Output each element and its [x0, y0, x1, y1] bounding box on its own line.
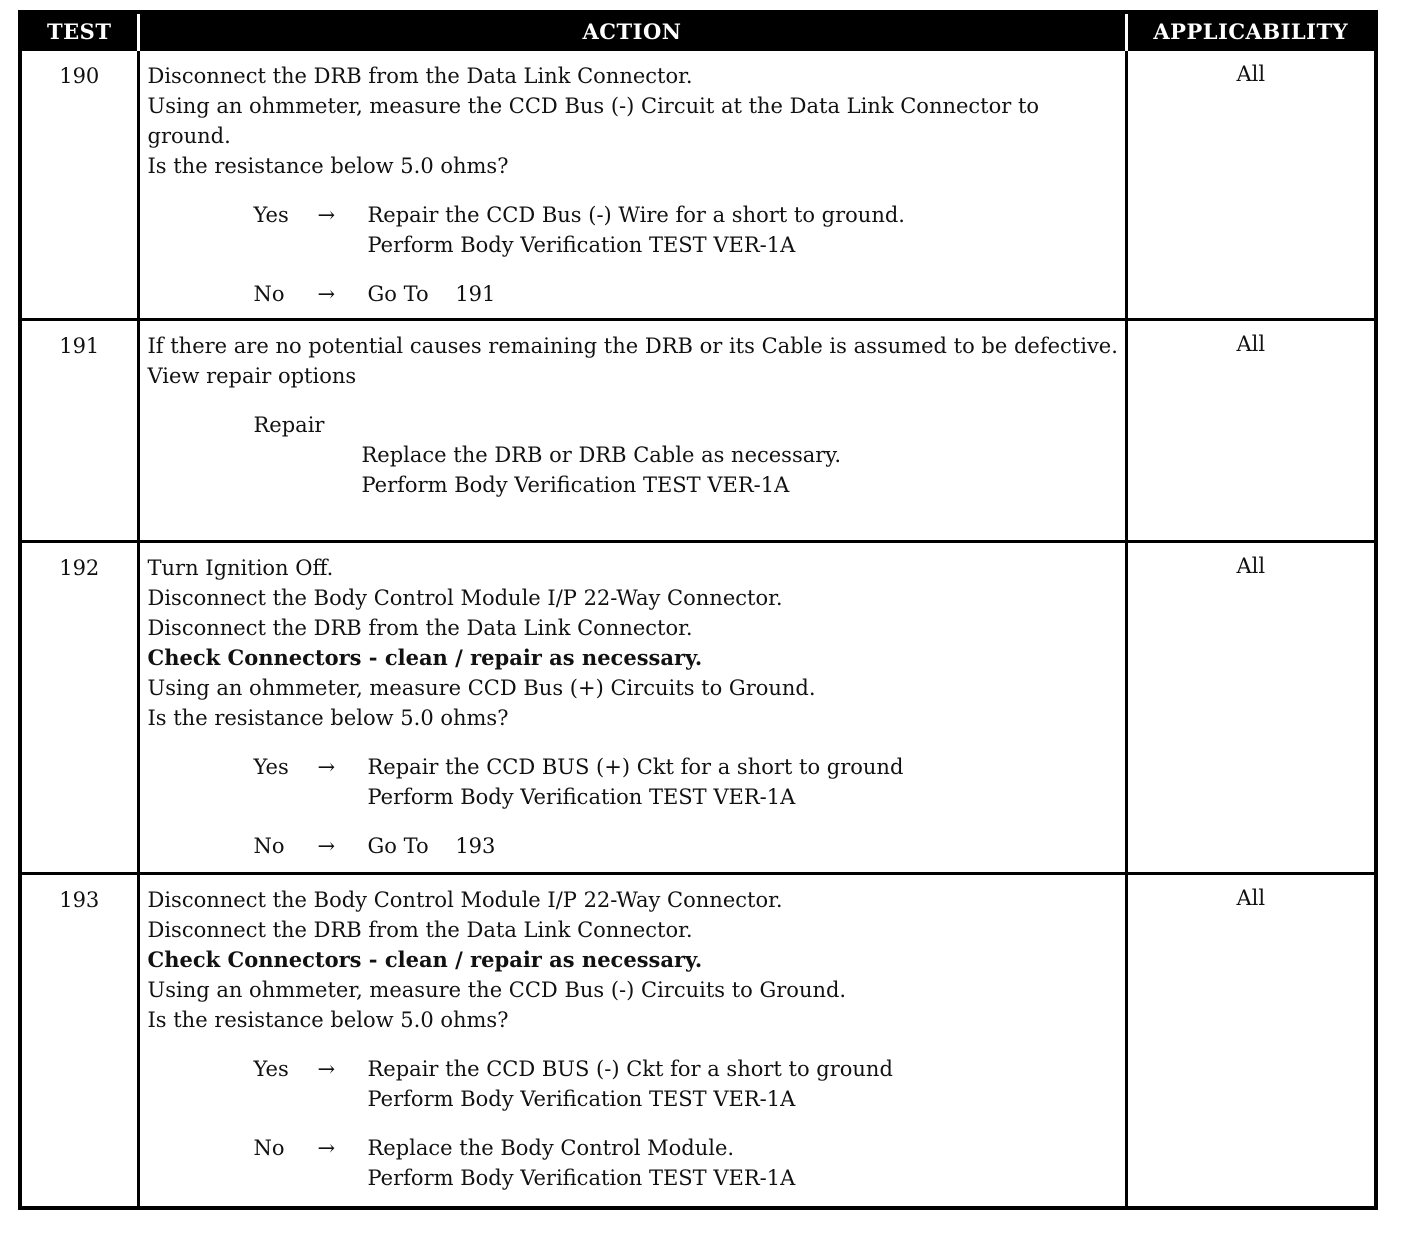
no-label: No: [253, 1136, 285, 1160]
table-row: [20, 542, 1376, 874]
action-line: Using an ohmmeter, measure the CCD Bus (-) Circuits to Ground.: [147, 978, 847, 1002]
repair-label: Repair: [253, 413, 325, 437]
right-arrow-icon: →: [317, 203, 336, 227]
action-line: If there are no potential causes remaining the DRB or its Cable is assumed to be defective.: [147, 334, 1118, 358]
yes-instruction: Repair the CCD Bus (-) Wire for a short to ground.: [367, 203, 905, 227]
applicability-value: All: [1126, 542, 1376, 874]
action-line: Disconnect the DRB from the Data Link Connector.: [147, 616, 693, 640]
yes-instruction: Perform Body Verification TEST VER-1A: [367, 785, 796, 809]
no-label: No: [253, 834, 285, 858]
no-instruction: Replace the Body Control Module.: [367, 1136, 735, 1160]
action-cell: [138, 542, 1126, 874]
action-line: Disconnect the DRB from the Data Link Connector.: [147, 918, 693, 942]
action-cell: [138, 874, 1126, 1208]
yes-branch: [148, 200, 1121, 260]
yes-instruction: Perform Body Verification TEST VER-1A: [367, 1087, 796, 1111]
yes-label: Yes: [253, 203, 289, 227]
test-number: 192: [20, 542, 138, 874]
action-line: Using an ohmmeter, measure the CCD Bus (-) Circuit at the Data Link Connector to ground.: [147, 94, 1040, 148]
no-label: No: [253, 282, 285, 306]
yes-instruction: Repair the CCD BUS (+) Ckt for a short to ground: [367, 755, 904, 779]
no-instruction: Go To 191: [367, 282, 496, 306]
applicability-value: All: [1126, 874, 1376, 1208]
yes-label: Yes: [253, 755, 289, 779]
right-arrow-icon: →: [317, 834, 336, 858]
action-cell: [138, 50, 1126, 320]
action-line-emphasis: Check Connectors - clean / repair as necessary.: [147, 947, 703, 972]
action-line-emphasis: Check Connectors - clean / repair as necessary.: [147, 645, 703, 670]
no-branch: [148, 1133, 1121, 1193]
action-line: View repair options: [147, 364, 357, 388]
action-line: Disconnect the DRB from the Data Link Connector.: [147, 64, 693, 88]
action-line: Using an ohmmeter, measure CCD Bus (+) Circuits to Ground.: [147, 676, 816, 700]
header-action: ACTION: [138, 12, 1126, 50]
right-arrow-icon: →: [317, 282, 336, 306]
yes-branch: [148, 1054, 1121, 1114]
repair-instruction: Replace the DRB or DRB Cable as necessary.: [361, 443, 842, 467]
header-applicability: APPLICABILITY: [1126, 12, 1376, 50]
table-row: [20, 50, 1376, 320]
action-line: Is the resistance below 5.0 ohms?: [147, 1008, 509, 1032]
action-line: Disconnect the Body Control Module I/P 22-Way Connector.: [147, 888, 783, 912]
no-instruction: Go To 193: [367, 834, 496, 858]
action-line: Turn Ignition Off.: [147, 556, 334, 580]
test-number: 193: [20, 874, 138, 1208]
no-instruction: Perform Body Verification TEST VER-1A: [367, 1166, 796, 1190]
table-header-row: [20, 12, 1376, 50]
action-line: Is the resistance below 5.0 ohms?: [147, 154, 509, 178]
table-row: [20, 320, 1376, 542]
applicability-value: All: [1126, 320, 1376, 542]
yes-label: Yes: [253, 1057, 289, 1081]
yes-branch: [148, 752, 1121, 812]
yes-instruction: Perform Body Verification TEST VER-1A: [367, 233, 796, 257]
test-number: 191: [20, 320, 138, 542]
action-line: Disconnect the Body Control Module I/P 22-Way Connector.: [147, 586, 783, 610]
applicability-value: All: [1126, 50, 1376, 320]
repair-options: [148, 410, 1121, 500]
no-branch: [148, 279, 1121, 309]
right-arrow-icon: →: [317, 1057, 336, 1081]
right-arrow-icon: →: [317, 755, 336, 779]
table-row: [20, 874, 1376, 1208]
no-branch: [148, 831, 1121, 861]
action-line: Is the resistance below 5.0 ohms?: [147, 706, 509, 730]
test-number: 190: [20, 50, 138, 320]
header-test: TEST: [20, 12, 138, 50]
yes-instruction: Repair the CCD BUS (-) Ckt for a short to ground: [367, 1057, 893, 1081]
action-cell: [138, 320, 1126, 542]
repair-instruction: Perform Body Verification TEST VER-1A: [361, 473, 790, 497]
diagnostic-test-table: [18, 10, 1378, 1210]
right-arrow-icon: →: [317, 1136, 336, 1160]
